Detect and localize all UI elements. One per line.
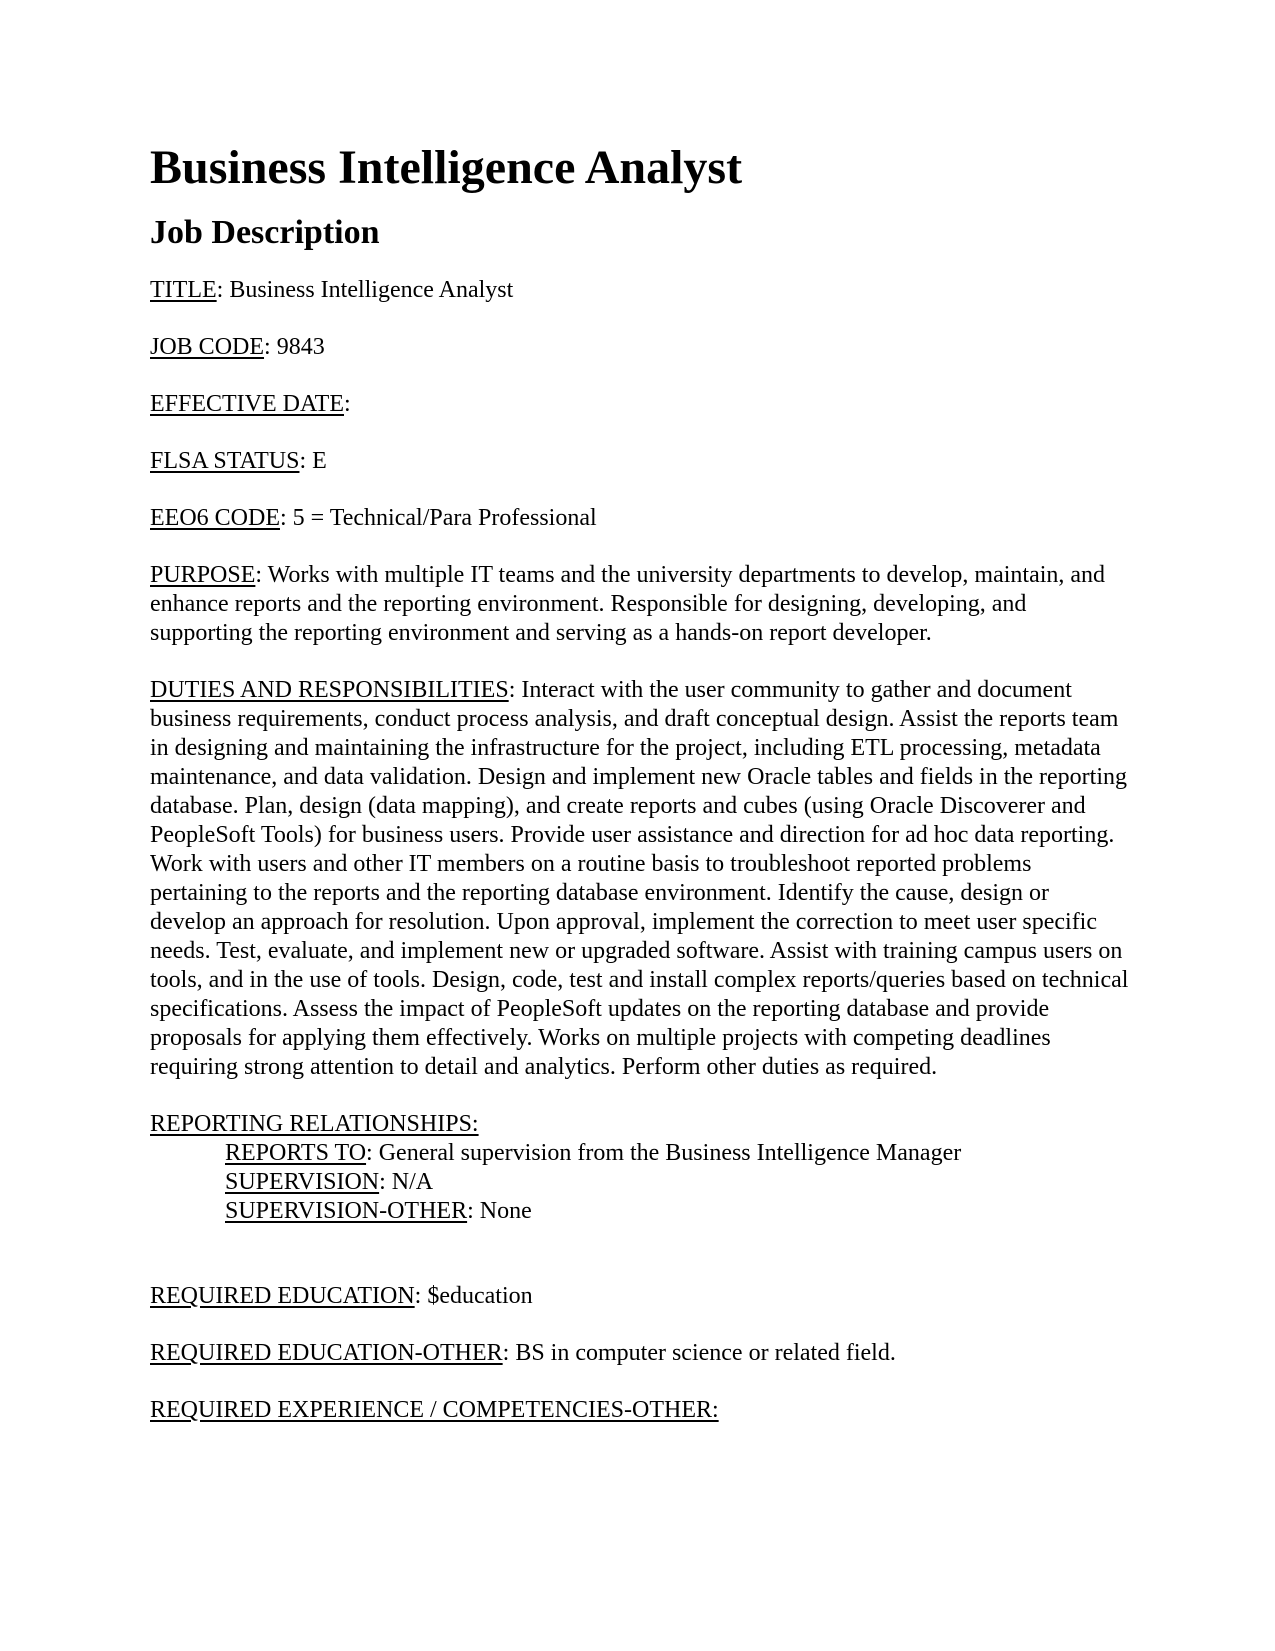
field-title: TITLE: Business Intelligence Analyst [150, 276, 514, 303]
field-reports-to: REPORTS TO: General supervision from the Business Intelligence Manager [225, 1139, 962, 1166]
field-required-education-other: REQUIRED EDUCATION-OTHER: BS in computer science or related field. [150, 1339, 896, 1366]
field-job-code: JOB CODE: 9843 [150, 333, 325, 360]
field-reporting-relationships [150, 1110, 1130, 1226]
field-supervision: SUPERVISION: N/A [225, 1168, 434, 1195]
field-value: 5 = Technical/Para Professional [292, 504, 597, 531]
field-label: DUTIES AND RESPONSIBILITIES [150, 676, 509, 703]
field-label: TITLE [150, 276, 217, 303]
field-value: General supervision from the Business Intelligence Manager [378, 1139, 962, 1166]
field-value: E [312, 447, 327, 474]
field-label: PURPOSE [150, 561, 256, 588]
field-label: EEO6 CODE [150, 504, 280, 531]
field-value: Business Intelligence Analyst [229, 276, 514, 303]
field-label: EFFECTIVE DATE [150, 390, 344, 417]
field-duties: DUTIES AND RESPONSIBILITIES: Interact with the user community to gather and document business requirements, conduct process analysis, and draft conceptual design. Assist the reports team in designing and maintaining the infrastructure for the project, including ETL processing, metadata maintenance, and data validation. Design and implement new Oracle tables and fields in the reporting database. Plan, design (data mapping), and create reports and cubes (using Oracle Discoverer and PeopleSoft Tools) for business users. Provide user assistance and direction for ad hoc data reporting. Work with users and other IT members on a routine basis to troubleshoot reported problems pertaining to the reports and the reporting database environment. Identify the cause, design or develop an approach for resolution. Upon approval, implement the correction to meet user specific needs. Test, evaluate, and implement new or upgraded software. Assist with training campus users on tools, and in the use of tools. Design, code, test and install complex reports/queries based on technical specifications. Assess the impact of PeopleSoft updates on the reporting database and provide proposals for applying them effectively. Works on multiple projects with competing deadlines requiring strong attention to detail and analytics. Perform other duties as required. [150, 676, 1129, 1080]
document-page [150, 140, 1130, 1453]
field-effective-date: EFFECTIVE DATE: [150, 390, 351, 417]
field-label: FLSA STATUS [150, 447, 300, 474]
field-eeo6-code: EEO6 CODE: 5 = Technical/Para Professional [150, 504, 597, 531]
field-value: $education [427, 1282, 533, 1309]
field-purpose: PURPOSE: Works with multiple IT teams and the university departments to develop, maintain, and enhance reports and the reporting environment. Responsible for designing, developing, and supporting the reporting environment and serving as a hands-on report developer. [150, 561, 1106, 646]
field-value: Interact with the user community to gather and document business requirements, conduct process analysis, and draft conceptual design. Assist the reports team in designing and maintaining the infrastructure for the project, including ETL processing, metadata maintenance, and data validation. Design and implement new Oracle tables and fields in the reporting database. Plan, design (data mapping), and create reports and cubes (using Oracle Discoverer and PeopleSoft Tools) for business users. Provide user assistance and direction for ad hoc data reporting. Work with users and other IT members on a routine basis to troubleshoot reported problems pertaining to the reports and the reporting database environment. Identify the cause, design or develop an approach for resolution. Upon approval, implement the correction to meet user specific needs. Test, evaluate, and implement new or upgraded software. Assist with training campus users on tools, and in the use of tools. Design, code, test and install complex reports/queries based on technical specifications. Assess the impact of PeopleSoft updates on the reporting database and provide proposals for applying them effectively. Works on multiple projects with competing deadlines requiring strong attention to detail and analytics. Perform other duties as required. [150, 676, 1129, 1080]
field-value: N/A [391, 1168, 434, 1195]
field-label: REQUIRED EDUCATION-OTHER [150, 1339, 503, 1366]
field-value: Works with multiple IT teams and the university departments to develop, maintain, and enhance reports and the reporting environment. Responsible for designing, developing, and supporting the reporting environment and serving as a hands-on report developer. [150, 561, 1106, 646]
document-title: Business Intelligence Analyst [150, 141, 743, 194]
field-label: REQUIRED EXPERIENCE / COMPETENCIES-OTHER: [150, 1396, 719, 1423]
field-supervision-other: SUPERVISION-OTHER: None [225, 1197, 532, 1224]
field-value: None [479, 1197, 532, 1224]
field-label: SUPERVISION-OTHER [225, 1197, 468, 1224]
document-subtitle: Job Description [150, 214, 380, 252]
field-label: SUPERVISION [225, 1168, 380, 1195]
field-required-experience [150, 1396, 1130, 1425]
field-required-education: REQUIRED EDUCATION: $education [150, 1282, 533, 1309]
field-label: REQUIRED EDUCATION [150, 1282, 415, 1309]
field-label: JOB CODE [150, 333, 265, 360]
field-flsa-status: FLSA STATUS: E [150, 447, 327, 474]
field-value: 9843 [276, 333, 325, 360]
field-label: REPORTING RELATIONSHIPS: [150, 1110, 479, 1137]
field-value: BS in computer science or related field. [515, 1339, 896, 1366]
field-label: REPORTS TO [225, 1139, 367, 1166]
